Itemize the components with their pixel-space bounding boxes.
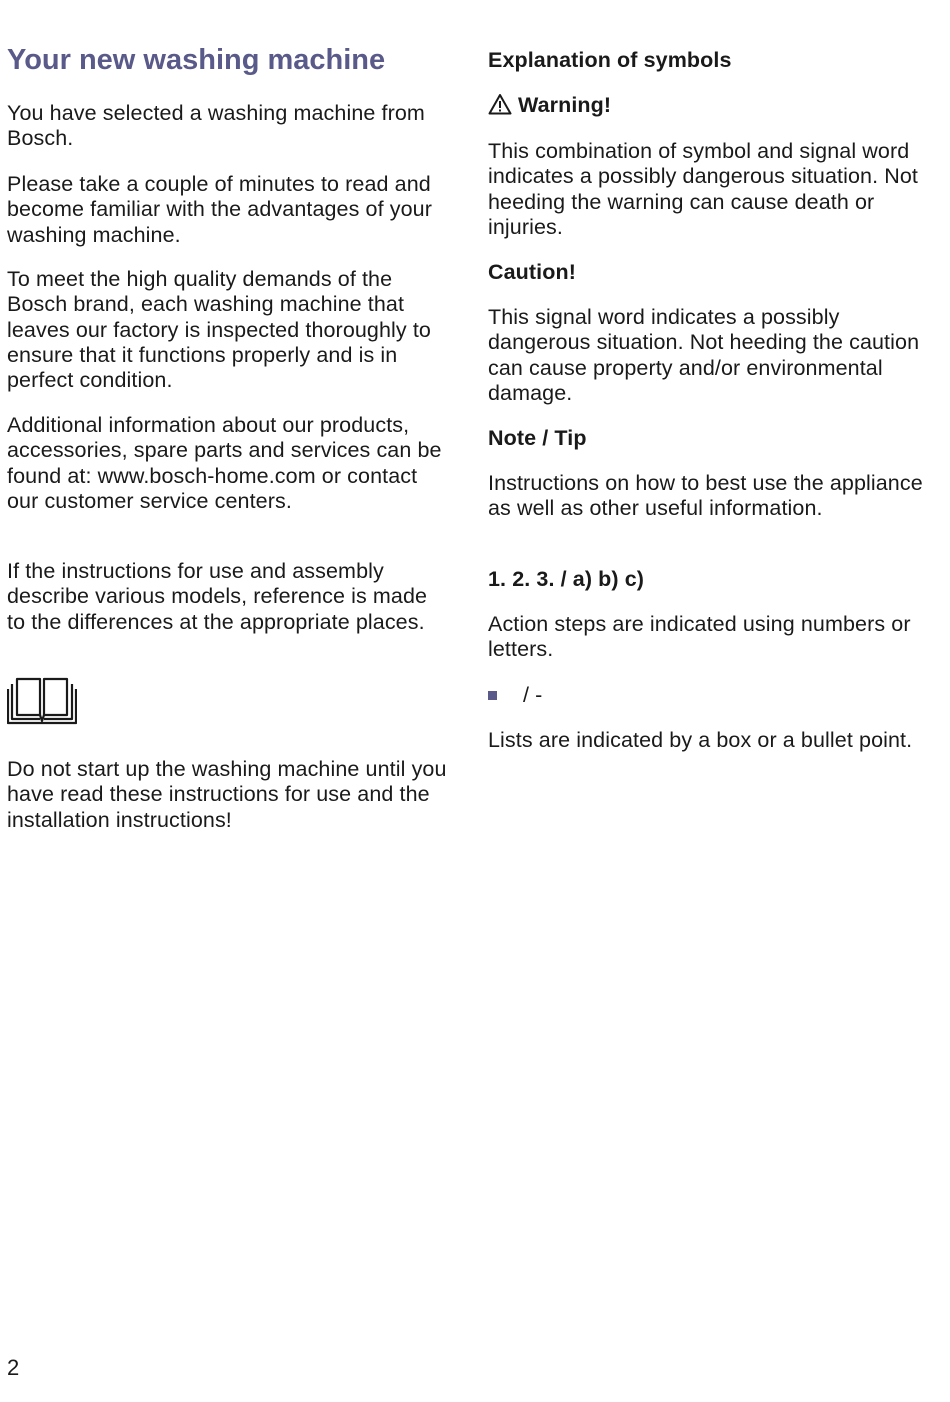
steps-heading: 1. 2. 3. / a) b) c) <box>488 567 645 591</box>
intro-paragraph: You have selected a washing machine from Bosch. <box>7 101 425 151</box>
page-title: Your new washing machine <box>7 44 386 76</box>
steps-text: Action steps are indicated using numbers or letters. <box>488 612 911 662</box>
quality-paragraph: To meet the high quality demands of the Bosch brand, each washing machine that leaves our factory is inspected thoroughly to ensure that it functions properly and is in perfect condition. <box>7 267 431 393</box>
caution-text: This signal word indicates a possibly dangerous situation. Not heeding the caution can cause property and/or environmental damage. <box>488 305 920 405</box>
book-icon <box>7 675 77 725</box>
familiarize-paragraph: Please take a couple of minutes to read and become familiar with the advantages of your washing machine. <box>7 172 432 247</box>
warning-text: This combination of symbol and signal word indicates a possibly dangerous situation. Not heeding the warning can cause death or injuries. <box>488 139 918 239</box>
bullet-box-icon <box>488 691 497 700</box>
note-text: Instructions on how to best use the appliance as well as other useful information. <box>488 471 923 521</box>
list-symbol-line <box>488 683 928 708</box>
caution-heading: Caution! <box>488 260 576 284</box>
models-paragraph: If the instructions for use and assembly describe various models, reference is made to the differences at the appropriate places. <box>7 559 428 634</box>
list-text: Lists are indicated by a box or a bullet point. <box>488 728 913 752</box>
additional-info-paragraph: Additional information about our products, accessories, spare parts and services can be found at: www.bosch-home.com or contact our customer service centers. <box>7 413 442 513</box>
warning-triangle-icon <box>488 93 512 115</box>
note-heading: Note / Tip <box>488 426 587 450</box>
warning-heading <box>488 93 928 118</box>
warning-label: Warning! <box>518 93 612 117</box>
symbols-heading: Explanation of symbols <box>488 48 732 72</box>
page-number: 2 <box>7 1355 20 1380</box>
list-symbol: / - <box>523 683 543 707</box>
do-not-start-paragraph: Do not start up the washing machine until you have read these instructions for use and the installation instructions! <box>7 757 447 832</box>
